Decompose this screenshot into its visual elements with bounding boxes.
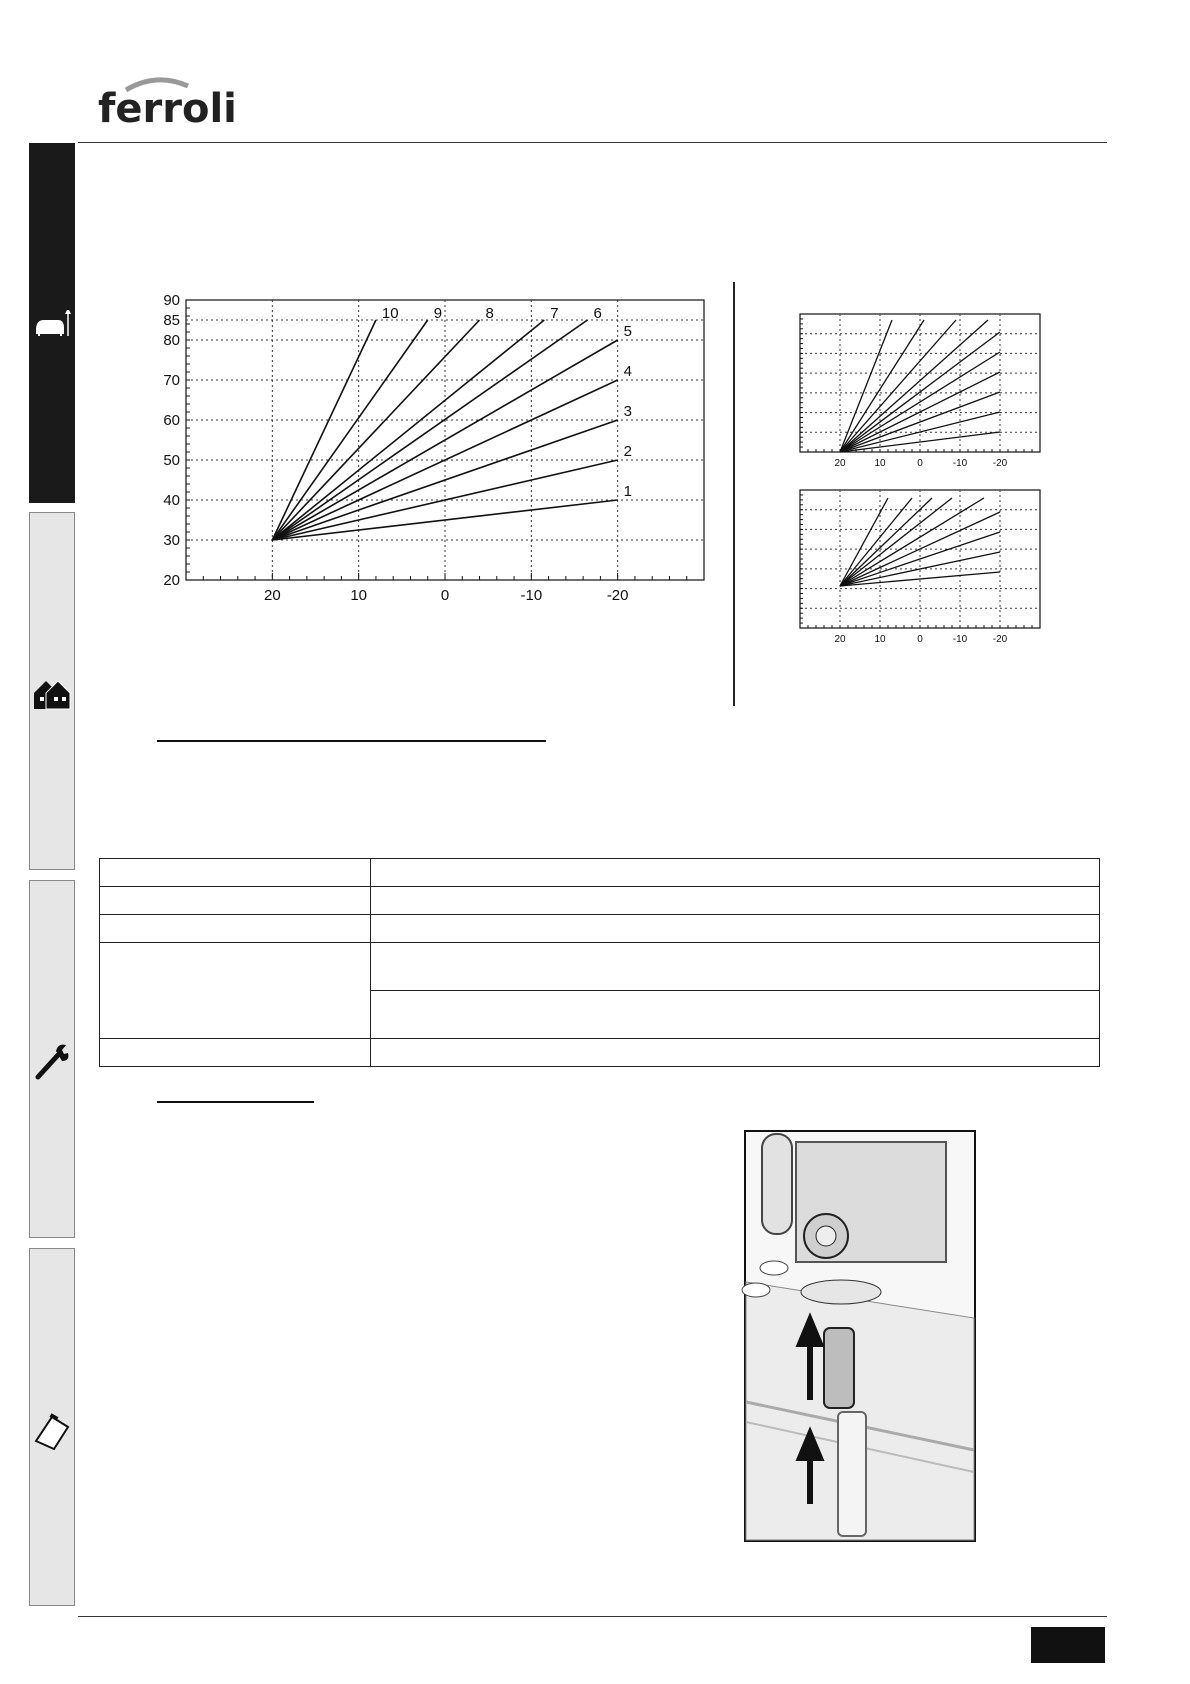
- curve-line: [840, 320, 956, 452]
- table-cell: [371, 915, 1100, 943]
- x-tick-label: -20: [992, 458, 1008, 469]
- table-row: [100, 943, 1100, 991]
- curve-line-7: [272, 320, 544, 540]
- small-curves-chart-top: [794, 310, 1044, 472]
- x-tick-label: 10: [874, 634, 886, 645]
- y-tick-label: 80: [163, 332, 180, 349]
- y-tick-label: 60: [163, 412, 180, 429]
- x-tick-label: 10: [350, 587, 368, 604]
- x-tick-label: -20: [992, 634, 1008, 645]
- house-icon: [32, 673, 72, 713]
- table-cell: [371, 887, 1100, 915]
- curve-label-7: 7: [550, 305, 559, 322]
- tab-service[interactable]: [29, 880, 75, 1238]
- curve-label-3: 3: [623, 403, 633, 420]
- curve-label-1: 1: [623, 483, 633, 500]
- header-rule: [78, 142, 1107, 143]
- section-heading-underline-2: [157, 1101, 314, 1103]
- curve-label-5: 5: [623, 323, 633, 340]
- curve-label-4: 4: [623, 363, 633, 380]
- curve-line: [840, 572, 1000, 586]
- parameters-table: [99, 858, 1100, 1067]
- x-tick-label: 20: [263, 587, 281, 604]
- y-tick-label: 50: [163, 452, 180, 469]
- table-cell: [100, 943, 371, 1039]
- table-row: [100, 887, 1100, 915]
- small-curves-chart-bottom: [794, 486, 1044, 648]
- curve-label-2: 2: [623, 443, 633, 460]
- curve-label-9: 9: [433, 305, 443, 322]
- component-photo: [744, 1130, 976, 1542]
- armchair-icon: [32, 304, 72, 344]
- table-cell: [100, 1039, 371, 1067]
- section-heading-underline: [157, 740, 546, 742]
- x-tick-label: -20: [606, 587, 629, 604]
- curve-line-8: [272, 320, 479, 540]
- y-tick-label: 90: [163, 292, 180, 309]
- table-row: [100, 1039, 1100, 1067]
- curve-line-6: [272, 320, 587, 540]
- curve-line-10: [272, 320, 376, 540]
- y-tick-label: 70: [163, 372, 180, 389]
- x-tick-label: 0: [917, 634, 923, 645]
- curve-label-6: 6: [593, 305, 602, 322]
- curve-label-8: 8: [485, 305, 494, 322]
- curve-line: [840, 352, 1000, 452]
- curve-line: [840, 498, 932, 586]
- x-tick-label: -10: [520, 587, 543, 604]
- x-tick-label: 10: [874, 458, 886, 469]
- y-tick-label: 20: [163, 572, 180, 589]
- clipboard-icon: [32, 1409, 72, 1449]
- tab-user[interactable]: [29, 143, 75, 503]
- heating-curves-chart: [150, 290, 720, 630]
- wrench-icon: [32, 1041, 72, 1081]
- tab-installation[interactable]: [29, 512, 75, 870]
- table-cell: [100, 915, 371, 943]
- table-row: [100, 915, 1100, 943]
- page-number-box: [1031, 1627, 1105, 1663]
- table-cell: [371, 991, 1100, 1039]
- table-cell: [371, 1039, 1100, 1067]
- x-tick-label: -10: [952, 458, 968, 469]
- curve-line-9: [272, 320, 427, 540]
- curve-label-10: 10: [381, 305, 399, 322]
- y-tick-label: 85: [163, 312, 180, 329]
- table-cell: [371, 859, 1100, 887]
- table-cell: [100, 859, 371, 887]
- table-row: [100, 859, 1100, 887]
- y-tick-label: 30: [163, 532, 180, 549]
- x-tick-label: 20: [834, 458, 846, 469]
- chart-separator: [733, 282, 735, 706]
- brand-text: ferroli: [98, 86, 237, 132]
- x-tick-label: 20: [834, 634, 846, 645]
- table-cell: [371, 943, 1100, 991]
- x-tick-label: -10: [952, 634, 968, 645]
- tab-technical-data[interactable]: [29, 1248, 75, 1606]
- curve-line: [840, 498, 984, 586]
- footer-rule: [78, 1616, 1107, 1617]
- ferroli-logo: [96, 72, 237, 132]
- x-tick-label: 0: [440, 587, 450, 604]
- x-tick-label: 0: [917, 458, 923, 469]
- table-cell: [100, 887, 371, 915]
- y-tick-label: 40: [163, 492, 180, 509]
